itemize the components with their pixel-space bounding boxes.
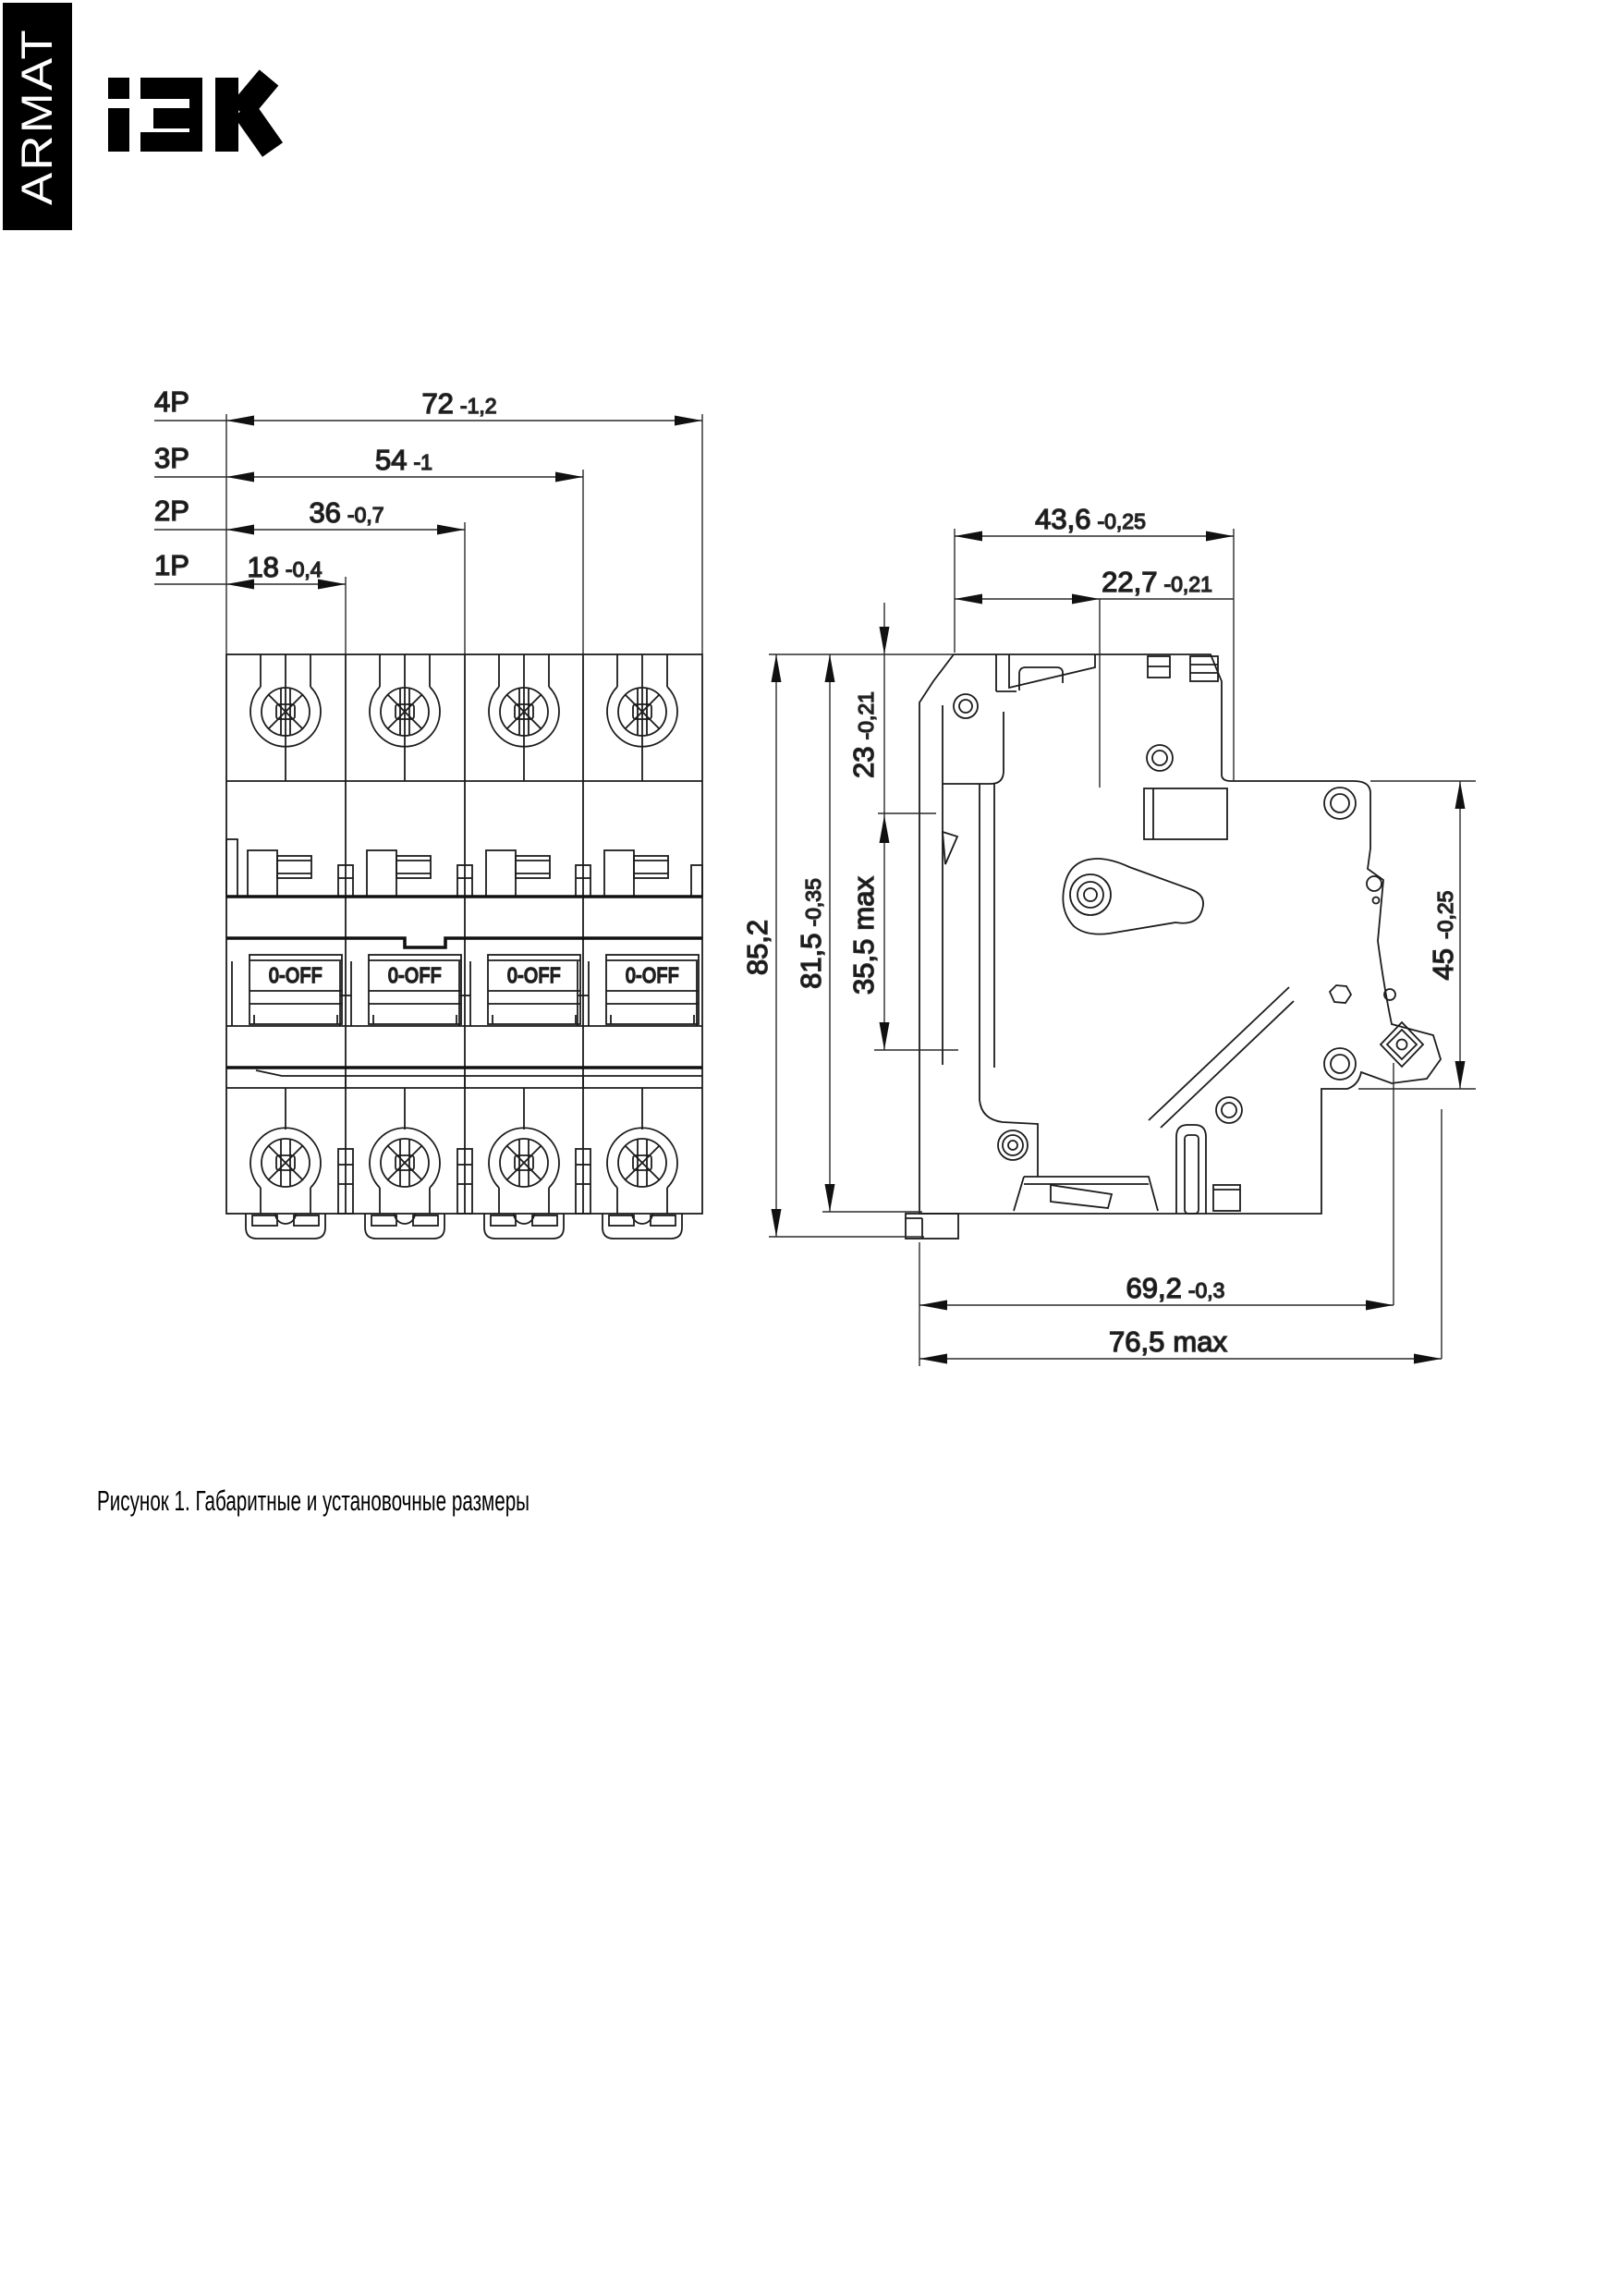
handle-label: 0-OFF bbox=[626, 963, 679, 987]
dim-total-width: 76,5 max bbox=[1109, 1325, 1227, 1358]
toggle-handle bbox=[369, 955, 461, 1024]
pole-label-4p: 4P bbox=[154, 385, 189, 418]
toggle-handle bbox=[606, 955, 699, 1024]
din-mount-tabs bbox=[246, 1214, 682, 1239]
dim-height-85: 85,2 bbox=[741, 919, 773, 976]
figure-caption: Рисунок 1. Габаритные и установочные размеры bbox=[97, 1484, 530, 1517]
toggle-handle bbox=[250, 955, 342, 1024]
front-dimensions bbox=[154, 385, 702, 654]
handle-label: 0-OFF bbox=[507, 963, 561, 987]
front-view bbox=[226, 654, 702, 1239]
toggle-handle bbox=[488, 955, 580, 1024]
bottom-terminal-screws bbox=[250, 1088, 677, 1214]
side-view bbox=[906, 654, 1441, 1239]
dim-width-2p: 36 -0,7 bbox=[309, 496, 384, 529]
dim-width-3p: 54 -1 bbox=[375, 444, 432, 476]
dim-depth-top: 43,6 -0,25 bbox=[1035, 503, 1146, 535]
dim-din-height: 45-0,25 bbox=[1427, 890, 1459, 981]
dim-width-4p: 72 -1,2 bbox=[421, 387, 497, 420]
iek-logo bbox=[108, 78, 273, 152]
side-body-outline bbox=[919, 654, 1441, 1214]
series-label: ARMAT bbox=[12, 46, 61, 205]
rivets bbox=[954, 694, 1356, 1160]
pole-label-3p: 3P bbox=[154, 442, 189, 474]
dim-height-81: 81,5-0,35 bbox=[795, 878, 827, 989]
pole-label-2p: 2P bbox=[154, 495, 189, 527]
dim-width-1p: 18 -0,4 bbox=[247, 551, 323, 583]
din-latch bbox=[1149, 876, 1423, 1128]
dim-mount-width: 69,2 -0,3 bbox=[1126, 1272, 1225, 1304]
handle-label: 0-OFF bbox=[388, 963, 442, 987]
dim-depth-max: 35,5max bbox=[847, 876, 880, 995]
side-dimensions bbox=[741, 503, 1476, 1366]
dim-top-depth: 23-0,21 bbox=[847, 691, 880, 778]
brand-block bbox=[3, 3, 273, 230]
handle-label: 0-OFF bbox=[269, 963, 323, 987]
top-terminal-screws bbox=[250, 654, 677, 781]
dim-handle-offset: 22,7 -0,21 bbox=[1102, 566, 1212, 598]
rating-label-area bbox=[1144, 788, 1227, 839]
pole-label-1p: 1P bbox=[154, 549, 189, 581]
